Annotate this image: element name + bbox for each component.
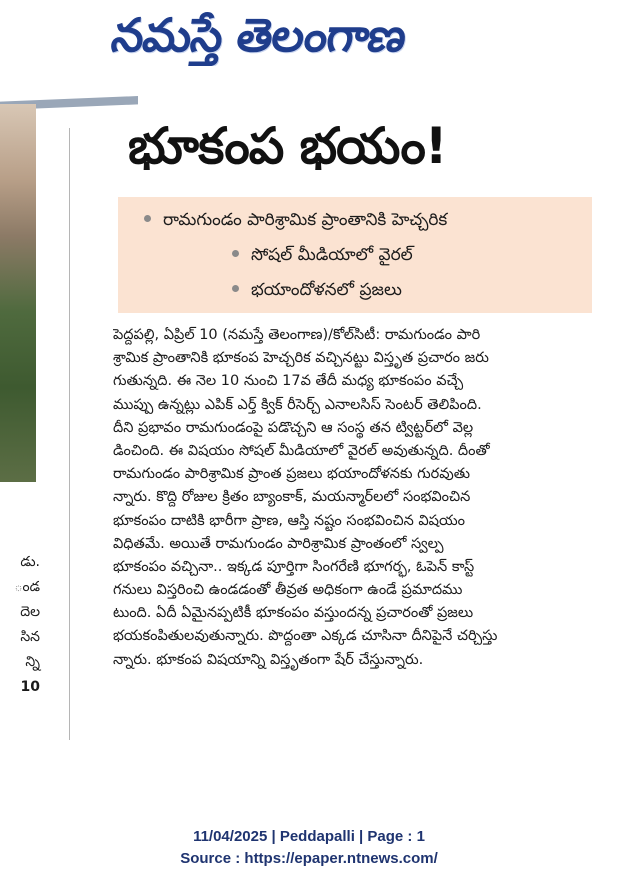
article-headline: భూకంప భయం! [128, 117, 447, 175]
article-line: శ్రామిక ప్రాంతానికి భూకంప హెచ్చరిక వచ్చినట్టు విస్తృత ప్రచారం జరు [113, 350, 489, 367]
article-body [113, 324, 593, 672]
highlight-item: భయాందోళనలో ప్రజలు [232, 278, 402, 302]
snippet-line: దెల [20, 604, 40, 620]
article-line: దీని ప్రభావం రామగుండంపై పడొచ్చని ఆ సంస్థ తన ట్విట్టర్‌లో వెల్ల [113, 419, 474, 436]
article-line: గుతున్నది. ఈ నెల 10 నుంచి 17వ తేదీ మధ్య భూకంపం వచ్చే [113, 373, 464, 390]
article-line: టుంది. ఏదీ ఏమైనప్పటికీ భూకంపం వస్తుందన్న ప్రచారంతో ప్రజలు [113, 605, 474, 622]
snippet-line: న్ని [25, 654, 40, 670]
adjacent-article-snippet [0, 550, 44, 700]
article-line: ముప్పు ఉన్నట్లు ఎపిక్ ఎర్త్ క్విక్ రీసెర్చ్ ఎనాలసిస్ సెంటర్ తెలిపింది. [113, 396, 482, 413]
news-photo [0, 104, 36, 482]
article-line: భూకంపం దాటికి భారీగా ప్రాణ, ఆస్తి నష్టం సంభవించిన విషయం [113, 512, 465, 529]
article-line: భయకంపితులవుతున్నారు. పొద్దంతా ఎక్కడ చూసినా దీనిపైనే చర్చిస్తు [113, 628, 498, 645]
article-line: భూకంపం వచ్చినా.. ఇక్కడ పూర్తిగా సింగరేణి భూగర్భ, ఓపెన్ కాస్ట్ [113, 558, 475, 575]
bullet-icon [144, 215, 151, 222]
article-line: పెద్దపల్లి, ఏప్రిల్ 10 (నమస్తే తెలంగాణ)/కోల్‌సిటీ: రామగుండం పారి [113, 327, 481, 343]
article-line: న్నారు. భూకంప విషయాన్ని విస్తృతంగా షేర్ చేస్తున్నారు. [113, 651, 424, 668]
snippet-line: సిన [20, 629, 40, 645]
page-footer [0, 826, 618, 870]
article-line: డించింది. ఈ విషయం సోషల్ మీడియాలో వైరల్ అవుతున్నది. దీంతో [113, 442, 490, 459]
article-line: రామగుండం పారిశ్రామిక ప్రాంత ప్రజలు భయాందోళనకు గురవుతు [113, 466, 471, 483]
article-line: గనులు విస్తరించి ఉండడంతో తీవ్రత అధికంగా ఉండే ప్రమాదము [113, 582, 463, 599]
newspaper-masthead: నమస్తే తెలంగాణ [108, 8, 410, 62]
highlights-box [118, 197, 592, 313]
snippet-line: డు. [20, 554, 40, 570]
footer-date-line: 11/04/2025 | Peddapalli | Page : 1 [193, 828, 425, 845]
footer-source-line: Source : https://epaper.ntnews.com/ [180, 850, 438, 867]
article-line: విధితమే. అయితే రామగుండం పారిశ్రామిక ప్రాంతంలో స్వల్ప [113, 535, 444, 552]
highlight-item: సోషల్ మీడియాలో వైరల్ [232, 243, 413, 267]
bullet-icon [232, 285, 239, 292]
snippet-line: ండ [14, 579, 40, 595]
snippet-line: 10 [20, 679, 40, 695]
column-divider [69, 128, 70, 740]
article-line: న్నారు. కొద్ది రోజుల క్రితం బ్యాంకాక్, మయన్మార్‌లలో సంభవించిన [113, 489, 471, 506]
bullet-icon [232, 250, 239, 257]
highlight-item: రామగుండం పారిశ్రామిక ప్రాంతానికి హెచ్చరిక [144, 208, 447, 232]
